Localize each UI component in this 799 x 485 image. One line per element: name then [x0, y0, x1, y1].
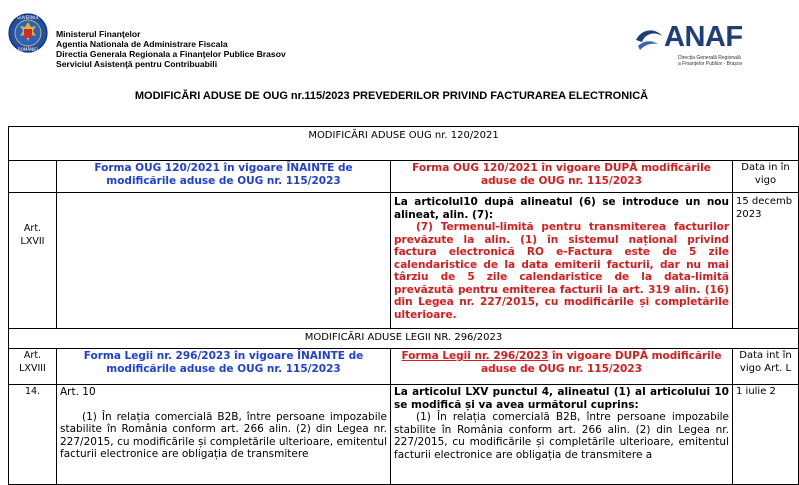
column-date-header: Data int în vigo Art. L [733, 349, 799, 385]
modifications-table [8, 126, 799, 485]
institution-line: Serviciul Asistenţă pentru Contribuabili [56, 59, 218, 69]
after-heading: La articolul10 după alineatul (6) se introduce un nou alineat, alin. (7): [394, 196, 729, 221]
after-body: (7) Termenul-limită pentru transmiterea facturilor prevăzute la alin. (1) în sistemul național privind factura electronică RO e-Factura este de 5 zile calendaristice de la data emiterii facturii, dar nu mai târziu de 5 zile calendaristice de la data-limită prevăzută pentru emiterea facturii la art. 319 alin. (16) din Legea nr. 227/2015, cu modificările și completările ulterioare. [394, 221, 729, 321]
before-text-cell [57, 385, 391, 485]
before-body: (1) În relația comercială B2B, între persoane impozabile stabilite în România conform art. 266 alin. (2) din Legea nr. 227/2015, cu modificările și completările ulterioare, emitentul facturii electronice are obligația de transmitere [60, 410, 387, 460]
table-row [9, 193, 799, 329]
law-link[interactable]: Forma Legii nr. 296/2023 [401, 350, 549, 362]
before-text-cell [57, 193, 391, 329]
section-title: MODIFICĂRI ADUSE OUG nr. 120/2021 [9, 127, 799, 161]
column-after-header: Forma OUG 120/2021 în vigoare DUPĂ modificările aduse de OUG nr. 115/2023 [391, 161, 733, 193]
column-before-header: Forma OUG 120/2021 în vigoare ÎNAINTE de modificările aduse de OUG nr. 115/2023 [57, 161, 391, 193]
anaf-logo [638, 22, 758, 66]
anaf-sub-line: Direcția Generală Regională [678, 55, 741, 61]
svg-text:GUVERNUL: GUVERNUL [16, 15, 40, 20]
effective-date: 1 iulie 2 [733, 385, 799, 485]
institution-block [56, 29, 286, 69]
column-before-header: Forma Legii nr. 296/2023 în vigoare ÎNAINTE de modificările aduse de OUG nr. 115/2023 [57, 349, 391, 385]
section-title: MODIFICĂRI ADUSE LEGII NR. 296/2023 [9, 329, 799, 349]
institution-line: Agentia Nationala de Administrare Fiscala [56, 39, 228, 49]
document-title: MODIFICĂRI ADUSE DE OUG nr.115/2023 PREVEDERILOR PRIVIND FACTURAREA ELECTRONICĂ [134, 90, 649, 102]
section-row [9, 329, 799, 349]
after-body: (1) În relația comercială B2B, între persoane impozabile stabilite în România conform art. 266 alin. (2) din Legea nr. 227/2015, cu modificările și completările ulterioare, emitentul facturii electronice are obligația de transmitere a [394, 411, 729, 461]
anaf-logo-subtitle [678, 56, 742, 67]
art-header-cell: Art. LXVIII [9, 349, 57, 385]
art-header-cell [9, 161, 57, 193]
column-after-header [391, 349, 733, 385]
anaf-sub-line: a Finanțelor Publice - Brașov [678, 60, 743, 67]
column-header-row [9, 349, 799, 385]
effective-date: 15 decemb 2023 [733, 193, 799, 329]
anaf-swoosh-icon [634, 26, 664, 54]
institution-line: Directia Generala Regionala a Finanţelor Publice Brasov [56, 49, 286, 59]
table-row [9, 385, 799, 485]
after-text-cell [391, 193, 733, 329]
article-number: Art. LXVII [9, 193, 57, 329]
after-text-cell [391, 385, 733, 485]
anaf-logo-text: ANAF [664, 21, 743, 53]
before-heading: Art. 10 [60, 386, 96, 398]
document-header [0, 0, 783, 80]
column-after-header-suffix: în vigoare DUPĂ modificările aduse de OUG nr. 115/2023 [481, 350, 722, 375]
column-header-row [9, 161, 799, 193]
column-date-header: Data in în vigo [733, 161, 799, 193]
svg-text:ROMÂNIEI: ROMÂNIEI [18, 47, 38, 52]
guvernul-romaniei-crest-icon [8, 11, 48, 61]
article-number: 14. [9, 385, 57, 485]
institution-line: Ministerul Finanţelor [56, 29, 141, 39]
section-row [9, 127, 799, 161]
after-heading: La articolul LXV punctul 4, alineatul (1) al articolului 10 se modifică și va avea următorul cuprins: [394, 386, 729, 411]
